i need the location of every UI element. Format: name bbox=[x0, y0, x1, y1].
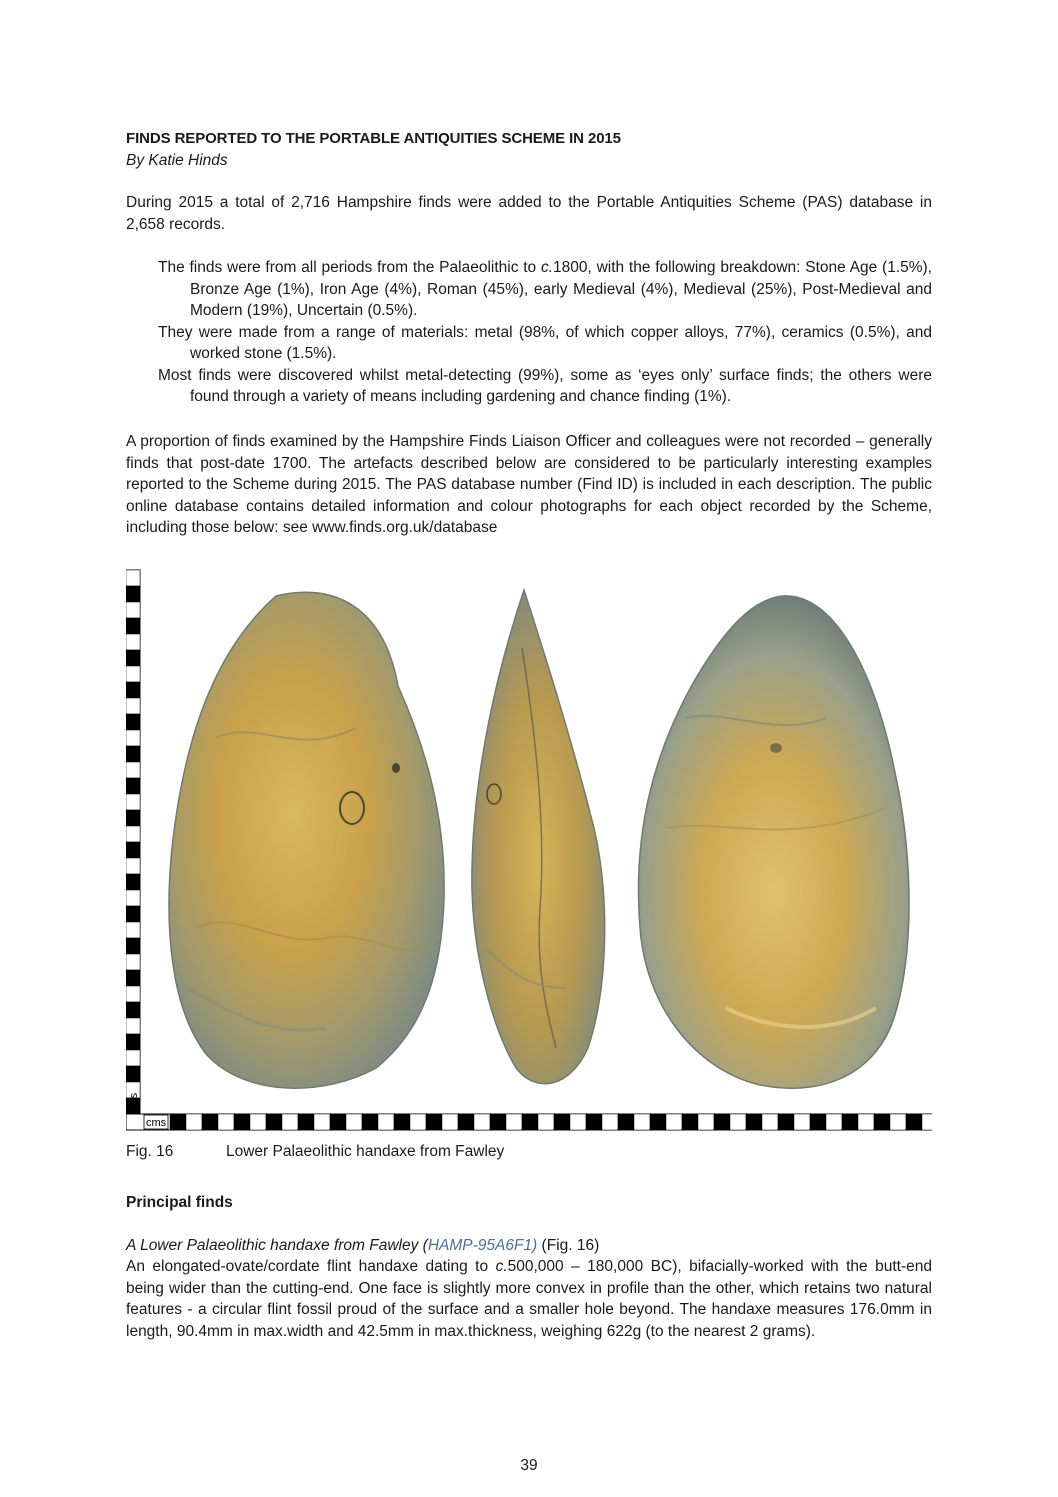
scale-segment bbox=[202, 1114, 218, 1130]
intro-paragraph: During 2015 a total of 2,716 Hampshire finds were added to the Portable Antiquities Scheme (PAS) database in 2,658 records. bbox=[126, 194, 932, 233]
scale-segment bbox=[126, 762, 140, 778]
scale-segment bbox=[378, 1114, 394, 1130]
scale-segment bbox=[410, 1114, 426, 1130]
records-paragraph: A proportion of finds examined by the Hampshire Finds Liaison Officer and colleagues were not recorded – generally finds that post-date 1700. The artefacts described below are considered to be particularly interesting examples reported to the Scheme during 2015. The PAS database number (Find ID) is included in each description. The public online database contains detailed information and colour photographs for each object recorded by the Scheme, including those below: see www.finds.org.uk/database bbox=[126, 433, 932, 536]
find-title: A Lower Palaeolithic handaxe from Fawley (HAMP-95A6F1) (Fig. 16) bbox=[126, 1237, 600, 1254]
scale-segment bbox=[314, 1114, 330, 1130]
scale-segment bbox=[426, 1114, 442, 1130]
article-title: FINDS REPORTED TO THE PORTABLE ANTIQUITIES SCHEME IN 2015 bbox=[126, 130, 621, 147]
scale-segment bbox=[170, 1114, 186, 1130]
scale-segment bbox=[522, 1114, 538, 1130]
scale-segment bbox=[298, 1114, 314, 1130]
scale-segment bbox=[778, 1114, 794, 1130]
handaxe-figure bbox=[126, 568, 932, 1132]
scale-segment bbox=[474, 1114, 490, 1130]
figure-reference: (Fig. 16) bbox=[537, 1237, 600, 1254]
scale-segment bbox=[126, 698, 140, 714]
scale-segment bbox=[826, 1114, 842, 1130]
scale-segment bbox=[634, 1114, 650, 1130]
find-id-link[interactable]: HAMP-95A6F1) bbox=[427, 1237, 538, 1254]
scale-segment bbox=[126, 970, 140, 986]
handaxe-profile bbox=[472, 590, 605, 1084]
scale-segment bbox=[602, 1114, 618, 1130]
scale-segment bbox=[126, 618, 140, 634]
scale-segment bbox=[126, 1050, 140, 1066]
scale-segment bbox=[126, 714, 140, 730]
scale-segment bbox=[126, 842, 140, 858]
scale-segment bbox=[810, 1114, 826, 1130]
scale-segment bbox=[250, 1114, 266, 1130]
horizontal-scale-bar bbox=[126, 1114, 932, 1130]
scale-segment bbox=[126, 858, 140, 874]
scale-segment bbox=[126, 778, 140, 794]
scale-segment bbox=[126, 1002, 140, 1018]
scale-segment bbox=[362, 1114, 378, 1130]
scale-segment bbox=[126, 826, 140, 842]
scale-segment bbox=[874, 1114, 890, 1130]
page-number: 39 bbox=[520, 1457, 538, 1474]
scale-segment bbox=[330, 1114, 346, 1130]
scale-segment bbox=[126, 810, 140, 826]
scale-segment bbox=[714, 1114, 730, 1130]
scale-segment bbox=[570, 1114, 586, 1130]
article-byline: By Katie Hinds bbox=[126, 152, 228, 169]
figure-number: Fig. 16 bbox=[126, 1143, 174, 1160]
scale-segment bbox=[762, 1114, 778, 1130]
handaxe-photograph bbox=[126, 568, 932, 1132]
handaxe-face-two bbox=[638, 596, 909, 1088]
scale-segment bbox=[126, 650, 140, 666]
horizontal-scale-label: cms bbox=[146, 1117, 167, 1129]
vertical-scale-bar bbox=[126, 570, 140, 1114]
scale-segment bbox=[650, 1114, 666, 1130]
scale-segment bbox=[842, 1114, 858, 1130]
scale-segment bbox=[126, 794, 140, 810]
scale-segment bbox=[538, 1114, 554, 1130]
scale-segment bbox=[666, 1114, 682, 1130]
scale-segment bbox=[394, 1114, 410, 1130]
scale-segment bbox=[218, 1114, 234, 1130]
scale-segment bbox=[126, 954, 140, 970]
scale-segment bbox=[126, 874, 140, 890]
scale-segment bbox=[682, 1114, 698, 1130]
find-description: An elongated-ovate/cordate flint handaxe dating to c.500,000 – 180,000 BC), bifacially-worked with the butt-end being wider than the cutting-end. One face is slightly more convex in profile than the other, which retains two natural features - a circular flint fossil proud of the surface and a smaller hole beyond. The handaxe measures 176.0mm in length, 90.4mm in max.width and 42.5mm in max.thickness, weighing 622g (to the nearest 2 grams). bbox=[126, 1258, 932, 1340]
scale-segment bbox=[126, 666, 140, 682]
scale-segment bbox=[126, 938, 140, 954]
scale-segment bbox=[186, 1114, 202, 1130]
scale-segment bbox=[126, 682, 140, 698]
scale-segment bbox=[126, 634, 140, 650]
scale-segment bbox=[458, 1114, 474, 1130]
scale-segment bbox=[234, 1114, 250, 1130]
list-item: They were made from a range of materials: metal (98%, of which copper alloys, 77%), ceramics (0.5%), and worked stone (1.5%). bbox=[158, 323, 932, 362]
list-item: The finds were from all periods from the Palaeolithic to c.1800, with the following breakdown: Stone Age (1.5%), Bronze Age (1%), Iron Age (4%), Roman (45%), early Medieval (4%), Medieval (25%), Post-Medieval and Modern (19%), Uncertain (0.5%). bbox=[158, 259, 932, 319]
scale-segment bbox=[922, 1114, 932, 1130]
scale-segment bbox=[126, 890, 140, 906]
scale-segment bbox=[746, 1114, 762, 1130]
section-heading: Principal finds bbox=[126, 1194, 233, 1211]
scale-segment bbox=[126, 602, 140, 618]
scale-segment bbox=[858, 1114, 874, 1130]
handaxe-face-one bbox=[169, 592, 444, 1088]
scale-segment bbox=[490, 1114, 506, 1130]
scale-segment bbox=[126, 986, 140, 1002]
scale-segment bbox=[730, 1114, 746, 1130]
scale-segment bbox=[906, 1114, 922, 1130]
scale-segment bbox=[126, 906, 140, 922]
scale-segment bbox=[126, 1034, 140, 1050]
scale-segment bbox=[442, 1114, 458, 1130]
scale-segment bbox=[266, 1114, 282, 1130]
scale-segment bbox=[698, 1114, 714, 1130]
scale-segment bbox=[890, 1114, 906, 1130]
vertical-scale-label: cms bbox=[128, 1092, 140, 1113]
scale-segment bbox=[126, 1018, 140, 1034]
scale-segment bbox=[618, 1114, 634, 1130]
scale-segment bbox=[126, 922, 140, 938]
figure-caption-text: Lower Palaeolithic handaxe from Fawley bbox=[226, 1143, 505, 1160]
scale-segment bbox=[794, 1114, 810, 1130]
scale-segment bbox=[554, 1114, 570, 1130]
scale-segment bbox=[126, 570, 140, 586]
scale-segment bbox=[282, 1114, 298, 1130]
scale-segment bbox=[126, 1066, 140, 1082]
scale-segment bbox=[126, 746, 140, 762]
findings-list bbox=[126, 257, 932, 408]
scale-segment bbox=[126, 586, 140, 602]
figure-caption bbox=[126, 1141, 504, 1163]
scale-segment bbox=[506, 1114, 522, 1130]
scale-segment bbox=[586, 1114, 602, 1130]
list-item: Most finds were discovered whilst metal-detecting (99%), some as ‘eyes only’ surface finds; the others were found through a variety of means including gardening and chance finding (1%). bbox=[158, 366, 932, 405]
scale-segment bbox=[126, 730, 140, 746]
scale-segment bbox=[346, 1114, 362, 1130]
